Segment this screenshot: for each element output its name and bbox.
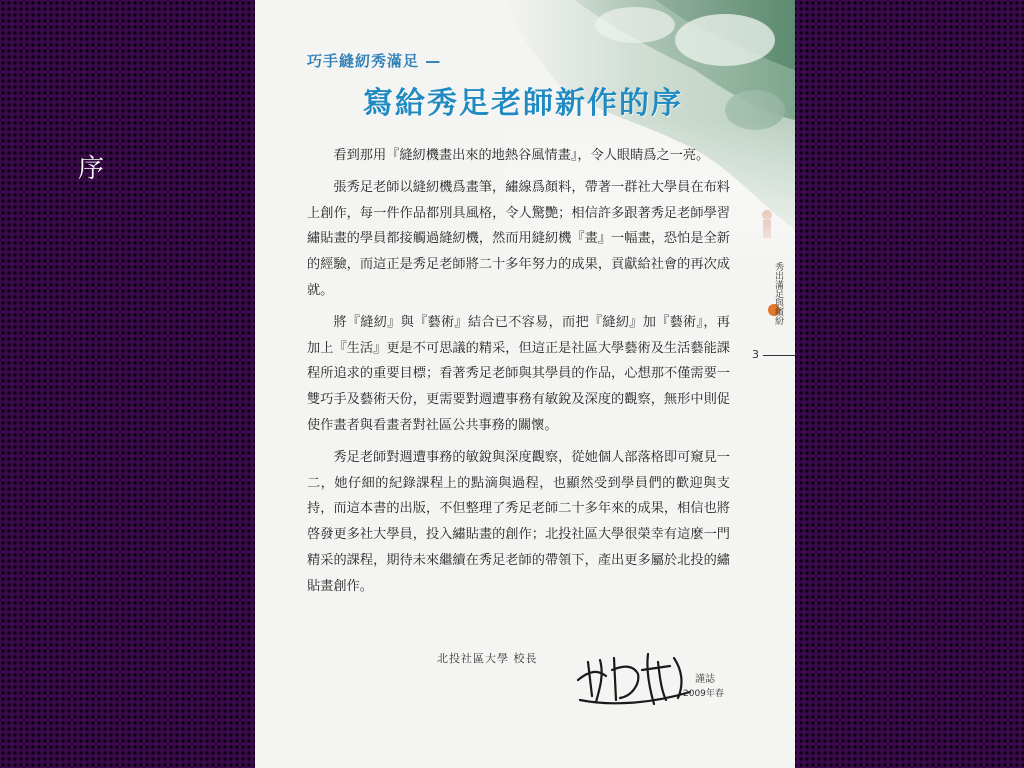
signature-date: 2009年春: [683, 689, 724, 699]
document-page: [255, 0, 795, 768]
page-number: 3: [752, 348, 759, 361]
slide-side-label: 序: [78, 154, 105, 184]
book-tab-label: 秀出滿足與繽紛: [773, 262, 783, 325]
paragraph: 看到那用『縫紉機畫出來的地熱谷風情畫』，令人眼睛爲之一亮。: [333, 148, 710, 163]
paragraph: 將『縫紉』與『藝術』結合已不容易，而把『縫紉』加『藝術』，再加上『生活』更是不可思議的精采，但這正是社區大學藝術及生活藝能課程所追求的重要目標；看著秀足老師與其學員的作品，心想那不僅需要一雙巧手及藝術天份，更需要對週遭事務有敏銳及深度的觀察，無形中則促使作畫者與看畫者對社區公共事務的關懷。: [307, 314, 730, 433]
preface-body: [307, 143, 730, 606]
page-title: 寫給秀足老師新作的序: [363, 86, 683, 121]
signature-note: 謹誌: [695, 674, 715, 685]
paragraph: 張秀足老師以縫紉機爲畫筆，繡線爲顏料，帶著一群社大學員在布料上創作，每一件作品都別具風格，令人驚艷；相信許多跟著秀足老師學習繡貼畫的學員都接觸過縫紉機，然而用縫紉機『畫』一幅畫，恐怕是全新的經驗，而這正是秀足老師將二十多年努力的成果，貢獻給社會的再次成就。: [307, 179, 730, 298]
handwritten-signature-icon: [570, 640, 700, 712]
signature-organization: 北投社區大學 校長: [437, 652, 538, 665]
page-number-rule: [763, 355, 795, 356]
page-pretitle: 巧手縫紉秀滿足 —: [307, 52, 442, 70]
paragraph: 秀足老師對週遭事務的敏銳與深度觀察，從她個人部落格即可窺見一二，她仔細的紀錄課程上的點滴與過程，也顯然受到學員們的歡迎與支持，而這本書的出版，不但整理了秀足老師二十多年來的成果，相信也將啓發更多社大學員，投入繡貼畫的創作；北投社區大學很榮幸有這麼一門精采的課程，期待未來繼續在秀足老師的帶領下，產出更多屬於北投的繡貼畫創作。: [307, 449, 730, 594]
